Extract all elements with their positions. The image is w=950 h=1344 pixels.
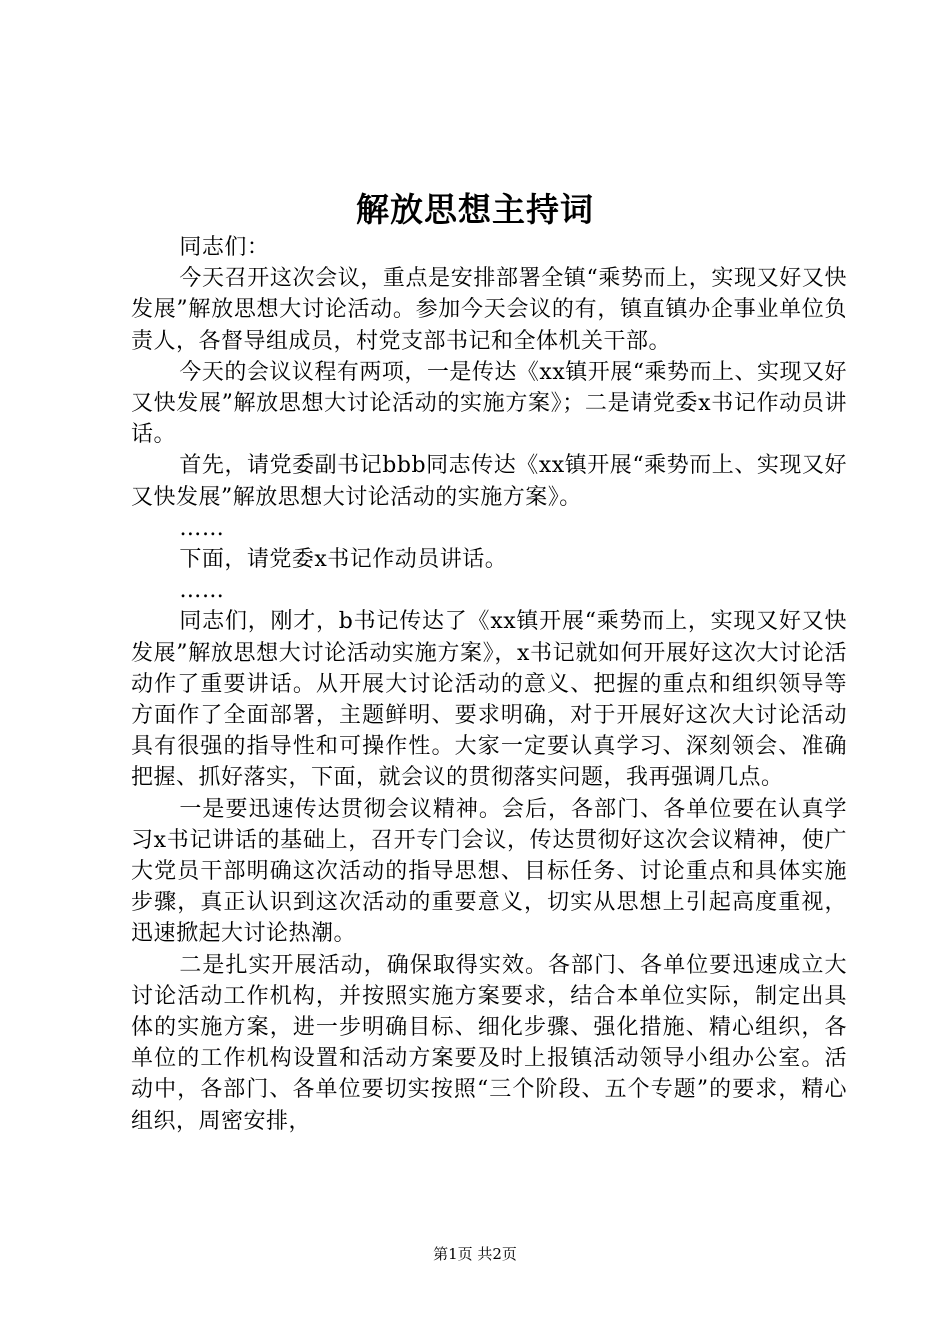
paragraph-first-item: 首先，请党委副书记bbb同志传达《xx镇开展“乘势而上、实现又好又快发展”解放思想大讨论活动的实施方案》。 (131, 453, 848, 510)
paragraph-point-one: 一是要迅速传达贯彻会议精神。会后，各部门、各单位要在认真学习x书记讲话的基础上，召开专门会议，传达贯彻好这次会议精神，使广大党员干部明确这次活动的指导思想、目标任务、讨论重点和具体实施步骤，真正认识到这次活动的重要意义，切实从思想上引起高度重视，迅速掀起大讨论热潮。 (131, 796, 847, 947)
paragraph-summary: 同志们，刚才，b书记传达了《xx镇开展“乘势而上，实现又好又快发展”解放思想大讨论活动实施方案》，x书记就如何开展好这次大讨论活动作了重要讲话。从开展大讨论活动的意义、把握的重点和组织领导等方面作了全面部署，主题鲜明、要求明确，对于开展好这次大讨论活动具有很强的指导性和可操作性。大家一定要认真学习、深刻领会、准确把握、抓好落实，下面，就会议的贯彻落实问题，我再强调几点。 (131, 609, 847, 791)
paragraph-agenda: 今天的会议议程有两项，一是传达《xx镇开展“乘势而上、实现又好又快发展”解放思想大讨论活动的实施方案》；二是请党委x书记作动员讲话。 (131, 359, 847, 448)
paragraph-salutation: 同志们： (179, 235, 270, 260)
paragraph-point-two: 二是扎实开展活动，确保取得实效。各部门、各单位要迅速成立大讨论活动工作机构，并按照实施方案要求，结合本单位实际，制定出具体的实施方案，进一步明确目标、细化步骤、强化措施、精心组织，各单位的工作机构设置和活动方案要及时上报镇活动领导小组办公室。活动中，各部门、各单位要切实按照“三个阶段、五个专题”的要求，精心组织，周密安排， (131, 952, 847, 1134)
paragraph-ellipsis-1: …… (179, 515, 225, 541)
paragraph-meeting-intro: 今天召开这次会议，重点是安排部署全镇“乘势而上，实现又好又快发展”解放思想大讨论活动。参加今天会议的有，镇直镇办企事业单位负责人，各督导组成员，村党支部书记和全体机关干部。 (131, 266, 847, 354)
page-footer: 第1页 共2页 (433, 1245, 517, 1263)
paragraph-ellipsis-2: …… (179, 578, 225, 604)
document-body (131, 232, 847, 1137)
document-title: 解放思想主持词 (356, 190, 594, 229)
paragraph-second-item: 下面，请党委x书记作动员讲话。 (179, 547, 508, 573)
